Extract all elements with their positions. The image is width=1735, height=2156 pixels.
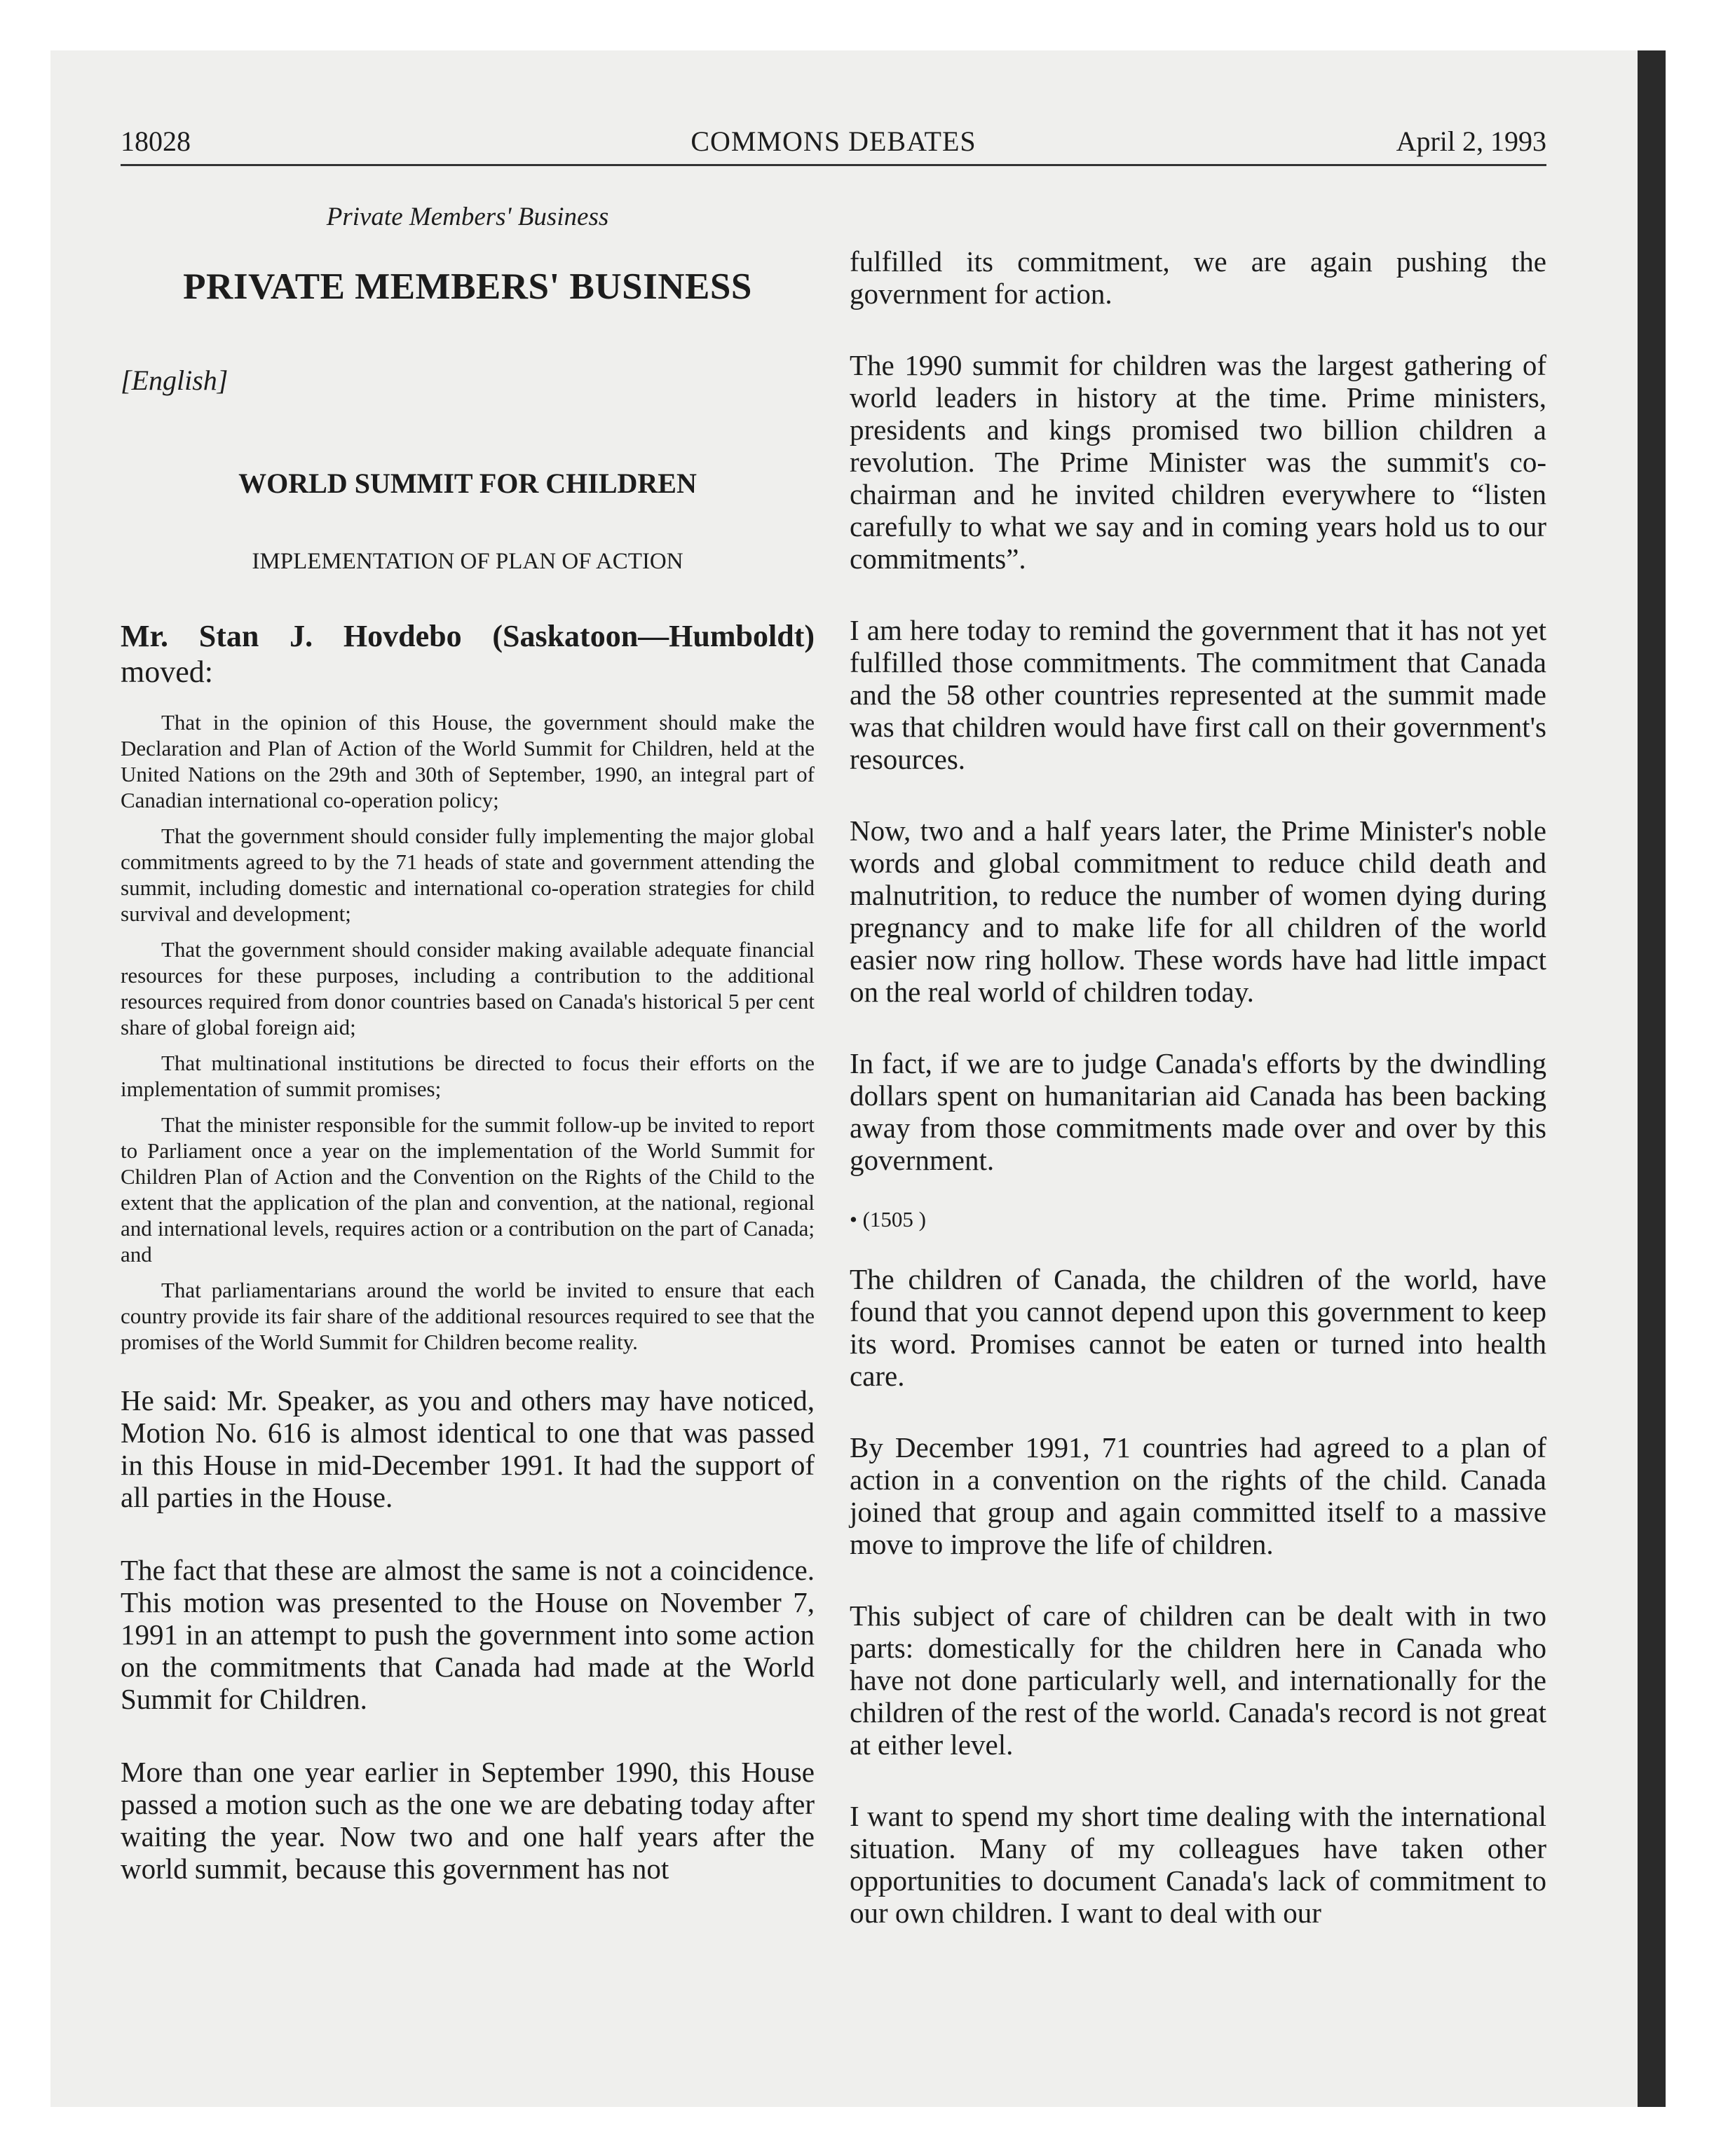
left-column bbox=[121, 196, 815, 1885]
mover-verb: moved: bbox=[121, 655, 213, 689]
subject-subheading: IMPLEMENTATION OF PLAN OF ACTION bbox=[252, 549, 683, 574]
speech-paragraph: The children of Canada, the children of the world, have found that you cannot depend upon this government to keep its word. Promises cannot be eaten or turned into health care. bbox=[850, 1263, 1546, 1392]
mover-line bbox=[121, 618, 815, 690]
motion-paragraph: That the government should consider fully implementing the major global commitments agreed to by the 71 heads of state and government attending the summit, including domestic and international co-operation strategies for child survival and development; bbox=[121, 824, 815, 926]
speech-paragraph: He said: Mr. Speaker, as you and others may have noticed, Motion No. 616 is almost identical to one that was passed in this House in mid-December 1991. It had the support of all parties in the House. bbox=[121, 1384, 815, 1513]
section-title: PRIVATE MEMBERS' BUSINESS bbox=[183, 266, 752, 307]
speech-left bbox=[121, 1384, 815, 1885]
running-section-label: Private Members' Business bbox=[326, 203, 609, 231]
motion-paragraph: That in the opinion of this House, the government should make the Declaration and Plan of Action of the World Summit for Children, held at the United Nations on the 29th and 30th of September, 1990, an integral part of Canadian international co-operation policy; bbox=[121, 710, 815, 812]
subject-heading: WORLD SUMMIT FOR CHILDREN bbox=[238, 468, 697, 499]
page-header bbox=[121, 125, 1546, 166]
motion-text bbox=[121, 709, 815, 1355]
page-number: 18028 bbox=[121, 125, 191, 157]
speech-paragraph: I want to spend my short time dealing with the international situation. Many of my colleagues have taken other opportunities to document Canada's lack of commitment to our own children. I want to deal with our bbox=[850, 1800, 1546, 1929]
language-marker: [English] bbox=[121, 364, 229, 396]
speech-paragraph: The fact that these are almost the same is not a coincidence. This motion was presented to the House on November 7, 1991 in an attempt to push the government into some action on the commitments that Canada had made at the World Summit for Children. bbox=[121, 1554, 815, 1715]
speech-paragraph: fulfilled its commitment, we are again pushing the government for action. bbox=[850, 245, 1546, 310]
speech-paragraph: More than one year earlier in September 1990, this House passed a motion such as the one we are debating today after waiting the year. Now two and one half years after the world summit, because this government has not bbox=[121, 1756, 815, 1885]
journal-title: COMMONS DEBATES bbox=[690, 125, 977, 157]
motion-paragraph: That the minister responsible for the summit follow-up be invited to report to Parliament once a year on the implementation of the World Summit for Children Plan of Action and the Convention on the Rights of the Child to the extent that the application of the plan and convention, at the national, regional and international levels, requires action or a contribution on the part of Canada; and bbox=[121, 1112, 815, 1267]
motion-paragraph: That multinational institutions be directed to focus their efforts on the implementation of summit promises; bbox=[121, 1051, 815, 1101]
scan-edge-shadow bbox=[1638, 50, 1666, 2107]
speech-right-b bbox=[850, 1263, 1546, 1929]
speech-right-a bbox=[850, 245, 1546, 1176]
time-marker: • (1505 ) bbox=[850, 1207, 926, 1231]
speech-paragraph: Now, two and a half years later, the Prime Minister's noble words and global commitment to reduce child death and malnutrition, to reduce the number of women dying during pregnancy and to make life for all children of the world easier now ring hollow. These words have had little impact on the real world of children today. bbox=[850, 814, 1546, 1008]
motion-paragraph: That the government should consider making available adequate financial resources for these purposes, including a contribution to the additional resources required from donor countries based on Canada's historical 5 per cent share of global foreign aid; bbox=[121, 937, 815, 1039]
speech-paragraph: By December 1991, 71 countries had agreed to a plan of action in a convention on the rights of the child. Canada joined that group and again committed itself to a massive move to improve the life of children. bbox=[850, 1431, 1546, 1560]
speech-paragraph: I am here today to remind the government that it has not yet fulfilled those commitments. The commitment that Canada and the 58 other countries represented at the summit made was that children would have first call on their government's resources. bbox=[850, 614, 1546, 775]
speech-paragraph: This subject of care of children can be dealt with in two parts: domestically for the children here in Canada who have not done particularly well, and internationally for the children of the rest of the world. Canada's record is not great at either level. bbox=[850, 1599, 1546, 1761]
sitting-date: April 2, 1993 bbox=[1396, 125, 1546, 157]
motion-paragraph: That parliamentarians around the world be invited to ensure that each country provide its fair share of the additional resources required to see that the promises of the World Summit for Children become reality. bbox=[121, 1278, 815, 1354]
speech-paragraph: In fact, if we are to judge Canada's efforts by the dwindling dollars spent on humanitarian aid Canada has been backing away from those commitments made over and over by this government. bbox=[850, 1047, 1546, 1176]
speech-paragraph: The 1990 summit for children was the largest gathering of world leaders in history at the time. Prime ministers, presidents and kings promised two billion children a revolution. The Prime Minister was the summit's co-chairman and he invited children everywhere to “listen carefully to what we say and in coming years hold us to our commitments”. bbox=[850, 349, 1546, 575]
mover-name: Mr. Stan J. Hovdebo (Saskatoon—Humboldt) bbox=[121, 619, 815, 653]
right-column bbox=[850, 247, 1546, 1929]
